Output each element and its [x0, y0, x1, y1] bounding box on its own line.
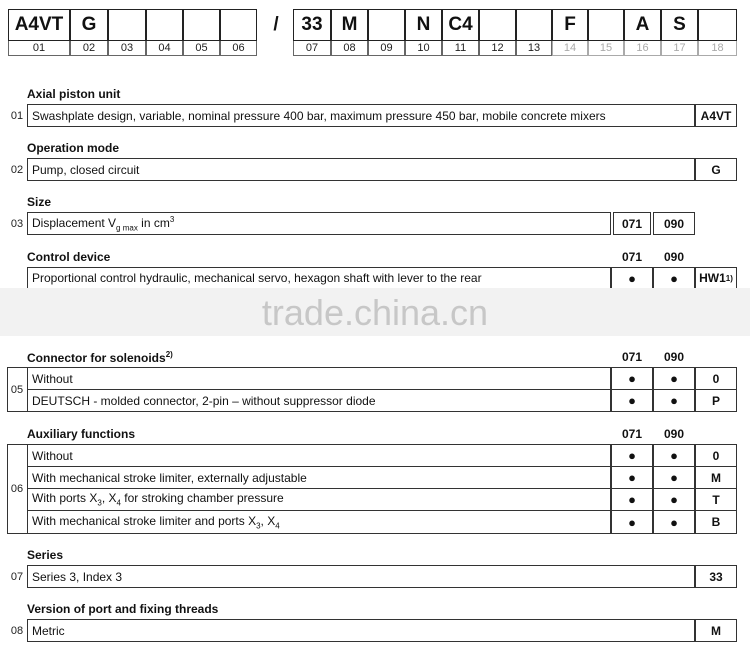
position-number: 14	[552, 41, 588, 56]
code-separator: /	[273, 14, 279, 35]
availability-dot: ●	[611, 466, 653, 489]
option-row-operation-mode	[27, 158, 695, 181]
availability-dot: ●	[611, 367, 653, 390]
section-heading-size: Size	[27, 195, 52, 209]
availability-dot: ●	[653, 367, 695, 390]
code-cell-01: A4VT	[8, 9, 70, 41]
availability-dot: ●	[611, 389, 653, 412]
column-header-090: 090	[663, 427, 685, 441]
code-cell-17: S	[661, 9, 698, 41]
option-text: With mechanical stroke limiter and ports $X_3$, $X_4$	[32, 513, 280, 531]
section-number: 01	[10, 109, 24, 122]
column-header-071: 071	[621, 350, 643, 364]
availability-dot: ●	[653, 488, 695, 511]
position-number: 16	[624, 41, 661, 56]
option-row-size	[27, 212, 611, 235]
availability-dot: ●	[653, 466, 695, 489]
code-cell-13	[516, 9, 552, 41]
section-number: 02	[10, 163, 24, 176]
section-heading-port-version: Version of port and fixing threads	[27, 602, 219, 616]
size-option-090: 090	[653, 212, 695, 235]
option-text: Proportional control hydraulic, mechanical servo, hexagon shaft with lever to the rear	[32, 271, 482, 285]
option-text: DEUTSCH - molded connector, 2-pin – without suppressor diode	[32, 393, 376, 408]
code-cell-15	[588, 9, 624, 41]
option-row-series	[27, 565, 695, 588]
option-row	[27, 444, 611, 467]
code-cell-10: N	[405, 9, 442, 41]
code-cell-09	[368, 9, 405, 41]
option-code: A4VT	[695, 104, 737, 127]
section-number: 05	[10, 383, 24, 396]
option-row	[27, 466, 611, 489]
availability-dot: ●	[653, 389, 695, 412]
availability-dot: ●	[653, 444, 695, 467]
option-text: With ports $X_3$, $X_4$ for stroking chamber pressure	[32, 491, 284, 508]
option-code: B	[695, 510, 737, 534]
position-number: 02	[70, 41, 108, 56]
section-number: 06	[10, 483, 24, 495]
option-text: Pump, closed circuit	[32, 162, 140, 177]
option-row-control-device	[27, 267, 611, 289]
position-number: 06	[220, 41, 257, 56]
option-code: M	[695, 466, 737, 489]
option-text: Without	[32, 371, 73, 386]
section-heading-axial-piston-unit: Axial piston unit	[27, 87, 121, 101]
section-heading-control-device: Control device	[27, 250, 111, 264]
position-number: 01	[8, 41, 70, 56]
option-code: P	[695, 389, 737, 412]
option-code: 33	[695, 565, 737, 588]
position-number: 11	[442, 41, 479, 56]
availability-dot: ●	[611, 267, 653, 289]
section-heading-auxiliary-functions: Auxiliary functions	[27, 427, 136, 441]
option-code: T	[695, 488, 737, 511]
section-heading-connector: Connector for solenoids$^{2)}$	[27, 350, 173, 365]
option-row-port-version	[27, 619, 695, 642]
option-text: Series 3, Index 3	[32, 569, 123, 584]
position-number: 05	[183, 41, 220, 56]
code-cell-06	[220, 9, 257, 41]
position-number: 09	[368, 41, 405, 56]
code-cell-04	[146, 9, 183, 41]
section-number: 07	[10, 570, 24, 583]
section-number: 03	[10, 217, 24, 230]
position-number: 04	[146, 41, 183, 56]
watermark-text: trade.china.cn	[261, 292, 489, 333]
section-heading-operation-mode: Operation mode	[27, 141, 120, 155]
option-code: 0	[695, 444, 737, 467]
code-cell-18	[698, 9, 737, 41]
option-row	[27, 389, 611, 412]
code-cell-05	[183, 9, 220, 41]
option-row	[27, 367, 611, 390]
column-header-090: 090	[663, 350, 685, 364]
position-number: 08	[331, 41, 368, 56]
section-number: 08	[10, 624, 24, 637]
option-text: Displacement $V_{g max}$ in $cm^3$	[32, 214, 175, 233]
size-option-071: 071	[613, 212, 651, 235]
option-code: M	[695, 619, 737, 642]
position-number: 10	[405, 41, 442, 56]
option-code: G	[695, 158, 737, 181]
option-text: Metric	[32, 623, 65, 638]
position-number: 18	[698, 41, 737, 56]
position-number: 15	[588, 41, 624, 56]
option-text: Without	[32, 448, 73, 463]
position-number: 07	[293, 41, 331, 56]
column-header-090: 090	[663, 250, 685, 264]
availability-dot: ●	[653, 510, 695, 534]
position-number: 13	[516, 41, 552, 56]
position-number: 03	[108, 41, 146, 56]
code-cell-07: 33	[293, 9, 331, 41]
availability-dot: ●	[653, 267, 695, 289]
column-header-071: 071	[621, 427, 643, 441]
option-row-axial-piston-unit	[27, 104, 695, 127]
code-cell-16: A	[624, 9, 661, 41]
position-number: 12	[479, 41, 516, 56]
availability-dot: ●	[611, 510, 653, 534]
column-header-071: 071	[621, 250, 643, 264]
code-cell-11: C4	[442, 9, 479, 41]
code-cell-03	[108, 9, 146, 41]
code-cell-02: G	[70, 9, 108, 41]
option-code: HW1 1)	[695, 267, 737, 289]
option-text: With mechanical stroke limiter, externally adjustable	[32, 470, 307, 485]
option-code: 0	[695, 367, 737, 390]
availability-dot: ●	[611, 444, 653, 467]
section-heading-series: Series	[27, 548, 64, 562]
position-number: 17	[661, 41, 698, 56]
code-cell-14: F	[552, 9, 588, 41]
option-row	[27, 510, 611, 534]
code-cell-08: M	[331, 9, 368, 41]
option-text: Swashplate design, variable, nominal pressure 400 bar, maximum pressure 450 bar, mobile concrete mixers	[32, 108, 606, 123]
code-cell-12	[479, 9, 516, 41]
availability-dot: ●	[611, 488, 653, 511]
option-row	[27, 488, 611, 511]
